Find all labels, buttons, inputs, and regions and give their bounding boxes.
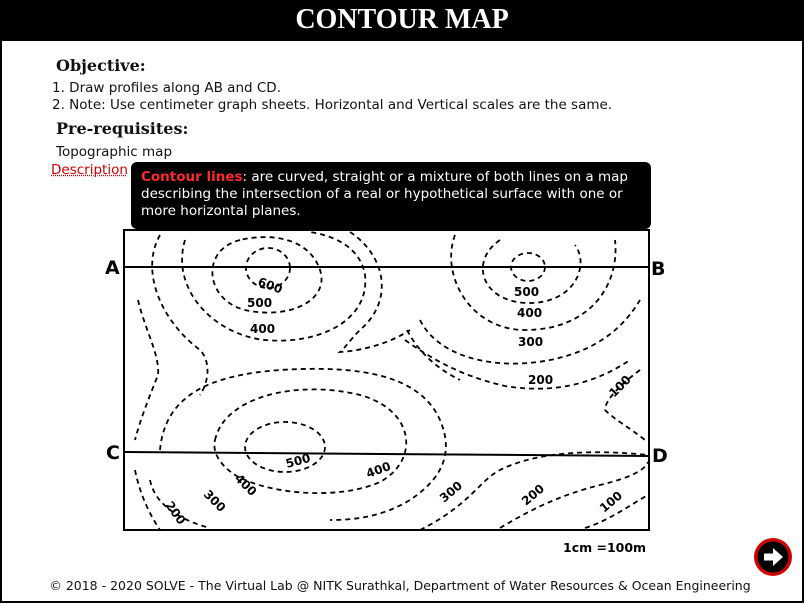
next-button[interactable] [753, 537, 793, 577]
contour-lines [135, 232, 648, 530]
label-300: 300 [436, 478, 466, 506]
label-600: 600 [255, 274, 285, 297]
point-b-label: B [651, 258, 666, 280]
label-300: 300 [518, 335, 544, 349]
label-200: 200 [518, 481, 548, 509]
scale-label: 1cm =100m [563, 540, 647, 555]
objective-heading: Objective: [56, 56, 146, 75]
label-500: 500 [284, 450, 312, 471]
page-title: CONTOUR MAP [0, 0, 804, 41]
tooltip-term: Contour lines [141, 169, 243, 185]
prerequisites-text: Topographic map [56, 144, 173, 160]
label-300: 300 [200, 487, 229, 515]
label-100: 100 [596, 488, 626, 516]
label-400: 400 [364, 459, 393, 481]
label-400: 400 [231, 471, 260, 499]
tooltip-definition: : are curved, straight or a mixture of both lines on a map describing the intersection of a real or hypothetical surface with one or more horizontal planes. [141, 169, 628, 219]
label-100: 100 [606, 372, 634, 401]
point-c-label: C [106, 442, 120, 464]
map-border [124, 230, 649, 530]
description-link[interactable]: Description [51, 162, 128, 178]
contour-map [100, 225, 680, 570]
label-200: 200 [162, 498, 189, 528]
objective-item-1: 1. Draw profiles along AB and CD. [52, 80, 281, 96]
label-500: 500 [247, 296, 273, 310]
footer-credits: © 2018 - 2020 SOLVE - The Virtual Lab @ NITK Surathkal, Department of Water Resources & Ocean Engineering [49, 578, 751, 593]
arrow-right-icon [753, 537, 793, 577]
prerequisites-heading: Pre-requisites: [56, 119, 189, 138]
label-500: 500 [514, 285, 540, 299]
point-d-label: D [652, 445, 668, 467]
contour-lines-tooltip [131, 162, 651, 229]
point-a-label: A [105, 257, 120, 279]
label-400: 400 [517, 306, 543, 320]
label-200: 200 [528, 373, 554, 387]
objective-item-2: 2. Note: Use centimeter graph sheets. Horizontal and Vertical scales are the same. [52, 97, 613, 113]
label-400: 400 [250, 322, 276, 336]
